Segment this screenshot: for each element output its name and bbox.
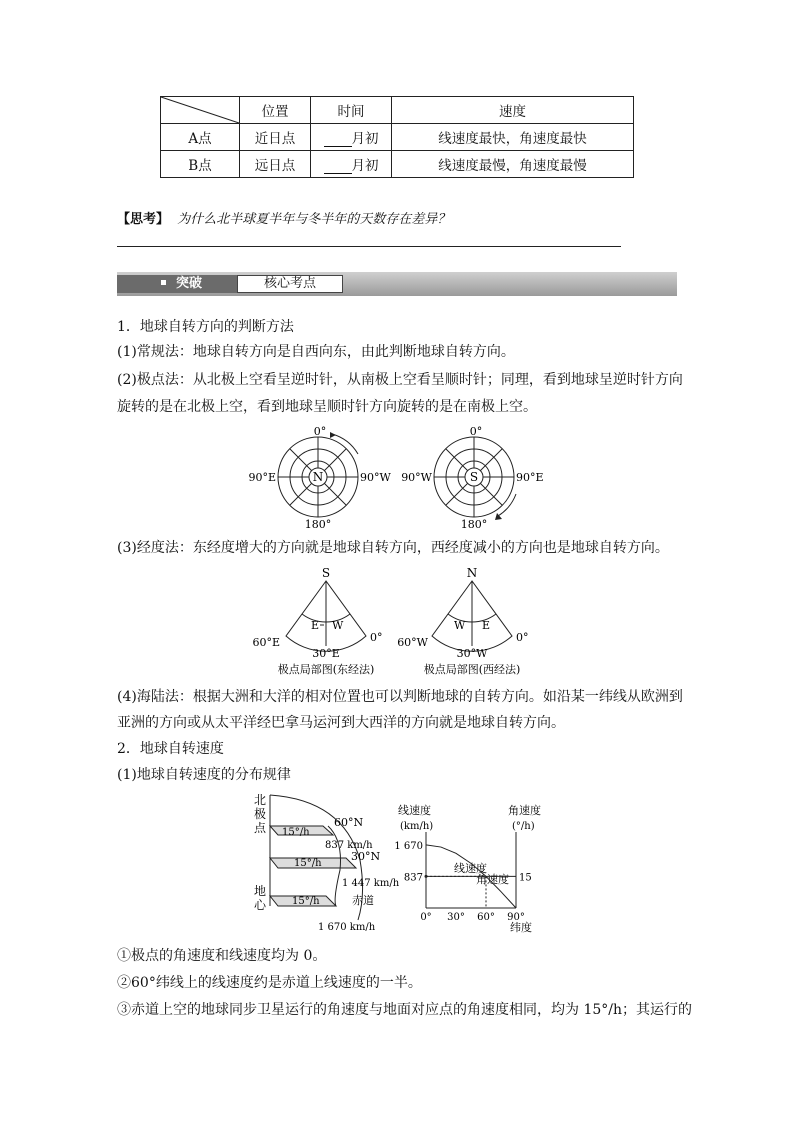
x-tick-label: 60°: [477, 912, 495, 923]
y2-tick-label: 15: [519, 872, 532, 884]
section2-title: 2．地球自转速度: [117, 741, 224, 757]
y-axis-label: 线速度: [398, 804, 431, 817]
table-cell-speed: 线速度最快，角速度最快: [392, 124, 634, 151]
globe-section-diagram: [248, 790, 398, 936]
table-cell-position: 远日点: [240, 151, 311, 178]
paragraph: (3)经度法：东经度增大的方向就是地球自转方向，西经度减小的方向也是地球自转方向。: [117, 540, 669, 556]
fill-blank[interactable]: [324, 133, 352, 147]
polar-figure: [240, 424, 560, 530]
x-tick-label: 90°: [507, 912, 525, 923]
south-polar-diagram: [401, 425, 543, 531]
angular-speed-label: 15°/h: [282, 827, 310, 838]
table-row: [161, 124, 634, 151]
speed-chart: [392, 800, 552, 936]
diagonal-line: [161, 97, 239, 123]
pole-label: N: [466, 566, 478, 580]
paragraph: ②60°纬线上的线速度约是赤道上线速度的一半。: [117, 975, 422, 991]
w-label: W: [332, 619, 344, 632]
table-header-time: 时间: [311, 97, 392, 124]
x-tick-label: 0°: [420, 912, 432, 923]
latitude-label: 60°N: [334, 816, 364, 829]
tick-label: 90°W: [360, 471, 391, 484]
x-tick-label: 30°: [447, 912, 465, 923]
table-corner-cell: [161, 97, 240, 124]
paragraph: (2)极点法：从北极上空看呈逆时针，从南极上空看呈顺时针；同理，看到地球呈逆时针方向: [117, 372, 683, 388]
think-label: 【思考】: [117, 212, 170, 227]
center-label-2: 心: [254, 898, 267, 912]
north-pole-label-3: 点: [254, 821, 267, 835]
north-pole-label-2: 极: [254, 807, 267, 821]
table-row: [161, 151, 634, 178]
e-label: E: [482, 619, 491, 632]
banner-right: 核心考点: [237, 275, 343, 293]
tick-label: 180°: [304, 518, 332, 531]
tick-label: 90°E: [248, 471, 276, 484]
sector-figure: [252, 566, 538, 678]
figure-caption: 极点局部图(西经法): [423, 663, 521, 676]
equator-label: 赤道: [352, 894, 374, 907]
north-pole-label: N: [312, 470, 324, 484]
series-label-angular: 角速度: [476, 873, 509, 886]
tick-label: 0°: [370, 631, 383, 644]
x-axis-title: 纬度: [510, 921, 532, 934]
paragraph: ③赤道上空的地球同步卫星运行的角速度与地面对应点的角速度相同，均为 15°/h；其运行的: [117, 1002, 692, 1018]
time-suffix: 月初: [351, 158, 379, 174]
speed-label: 1 447 km/h: [342, 878, 400, 889]
table-cell-point: A点: [161, 124, 240, 151]
speed-label: 1 670 km/h: [318, 922, 376, 933]
think-question: [117, 208, 450, 227]
table-header-position: 位置: [240, 97, 311, 124]
paragraph: 旋转的是在北极上空，看到地球呈顺时针方向旋转的是在南极上空。: [117, 399, 537, 415]
tick-label: 0°: [469, 425, 483, 438]
speed-label: 837 km/h: [325, 840, 373, 851]
center-label: 地: [254, 884, 267, 898]
figure-caption: 极点局部图(东经法): [277, 663, 375, 676]
angular-speed-label: 15°/h: [292, 896, 320, 907]
pole-label: S: [321, 566, 331, 580]
angular-speed-label: 15°/h: [294, 858, 322, 869]
east-sector-diagram: [252, 566, 382, 676]
table-cell-point: B点: [161, 151, 240, 178]
answer-line[interactable]: [117, 246, 621, 247]
tick-label: 0°: [313, 425, 327, 438]
y2-axis-unit: (°/h): [512, 821, 535, 832]
paragraph: ①极点的角速度和线速度均为 0。: [117, 948, 327, 964]
tick-label: 90°W: [401, 471, 432, 484]
think-text: 为什么北半球夏半年与冬半年的天数存在差异？: [177, 212, 451, 227]
tick-label: 0°: [516, 631, 529, 644]
west-sector-diagram: [397, 566, 528, 676]
tick-label: 180°: [460, 518, 488, 531]
north-pole-label: 北: [254, 793, 267, 807]
section1-title: 1．地球自转方向的判断方法: [117, 319, 294, 335]
tick-label: 90°E: [516, 471, 544, 484]
paragraph: 亚洲的方向或从太平洋经巴拿马运河到大西洋的方向就是地球自转方向。: [117, 715, 565, 731]
clockwise-arrow-icon: [498, 494, 516, 516]
series-label-linear: 线速度: [454, 862, 487, 875]
square-icon: [161, 280, 166, 285]
w-label: W: [454, 619, 466, 632]
table-cell-speed: 线速度最慢，角速度最慢: [392, 151, 634, 178]
banner-left-label: 突破: [176, 276, 203, 291]
tick-label: 60°E: [252, 636, 280, 649]
tick-label: 30°W: [456, 647, 488, 660]
table-cell-time: [311, 124, 392, 151]
time-suffix: 月初: [351, 131, 379, 147]
table-header-speed: 速度: [392, 97, 634, 124]
counterclockwise-arrow-icon: [332, 434, 358, 454]
paragraph: (1)地球自转速度的分布规律: [117, 767, 291, 783]
e-label: E: [311, 619, 320, 632]
paragraph: (1)常规法：地球自转方向是自西向东，由此判断地球自转方向。: [117, 344, 515, 360]
y-axis-unit: (km/h): [400, 821, 434, 832]
y-tick-label: 837: [403, 872, 423, 884]
orbit-table: [160, 96, 634, 178]
south-pole-label: S: [469, 470, 479, 484]
tick-label: 30°E: [312, 647, 340, 660]
fill-blank[interactable]: [324, 160, 352, 174]
data-point: [425, 875, 428, 878]
table-header-row: [161, 97, 634, 124]
table-cell-time: [311, 151, 392, 178]
tick-label: 60°W: [397, 636, 428, 649]
banner-left: [117, 275, 237, 293]
north-polar-diagram: [248, 425, 391, 531]
paragraph: (4)海陆法：根据大洲和大洋的相对位置也可以判断地球的自转方向。如沿某一纬线从欧洲到: [117, 689, 683, 705]
table-cell-position: 近日点: [240, 124, 311, 151]
y2-axis-label: 角速度: [508, 804, 541, 817]
y-tick-label: 1 670: [394, 840, 423, 852]
latitude-label: 30°N: [351, 850, 381, 863]
